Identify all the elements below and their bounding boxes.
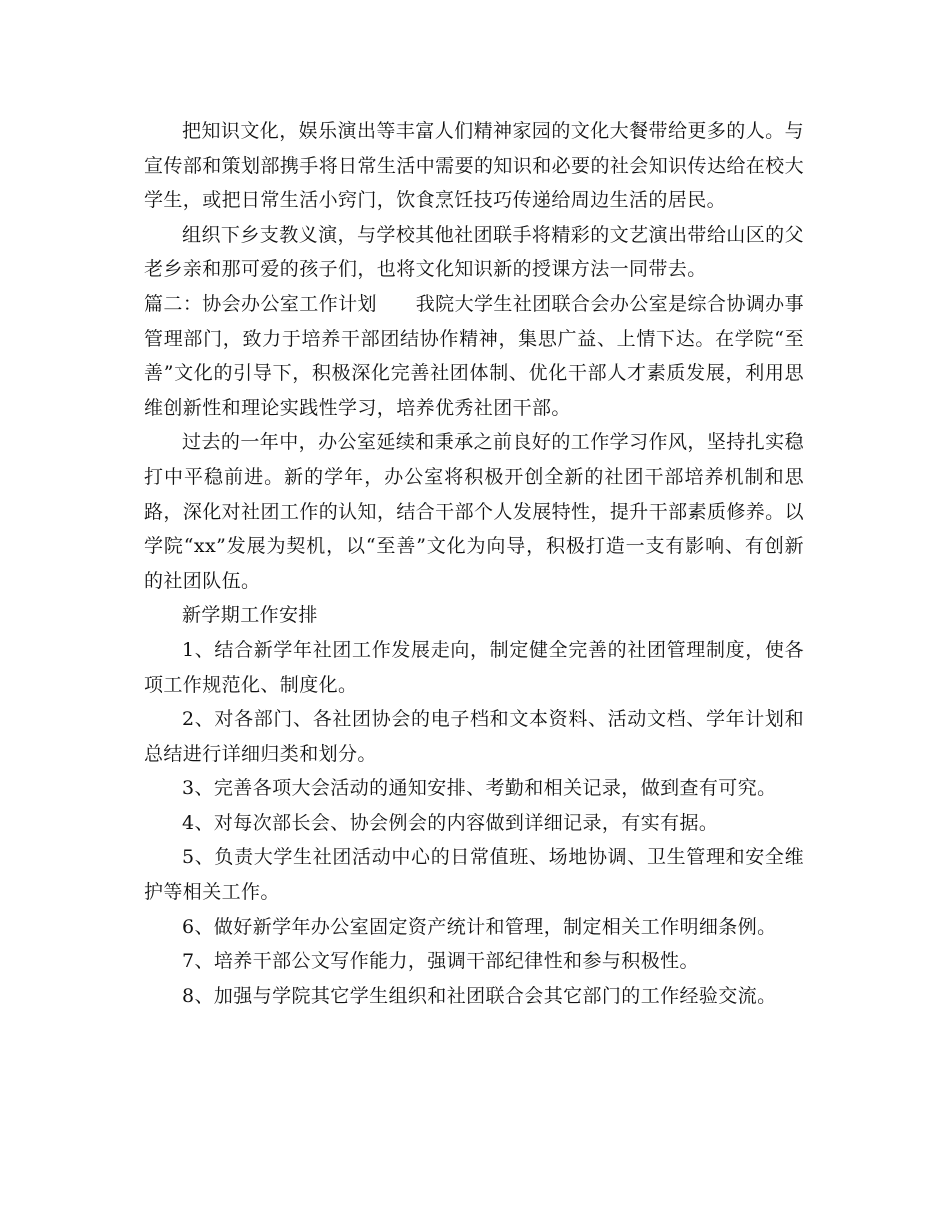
section-two-label: 篇二：协会办公室工作计划 xyxy=(144,292,377,315)
schedule-item-7: 7、培养干部公文写作能力，强调干部纪律性和参与积极性。 xyxy=(182,950,699,973)
schedule-item-4: 4、对每次部长会、协会例会的内容做到详细记录，有实有据。 xyxy=(182,811,719,834)
schedule-item-1: 1、结合新学年社团工作发展走向，制定健全完善的社团管理制度，使各项工作规范化、制度化。 xyxy=(144,638,804,696)
section-two-gap xyxy=(377,293,416,315)
schedule-title: 新学期工作安排 xyxy=(182,604,318,627)
section-two-lead: 我院大学生社团联合会办公室是综合协调办事管理部门，致力于培养干部团结协作精神，集思广益、上情下达。在学院“至善”文化的引导下，积极深化完善社团体制、优化干部人才素质发展，利用思维创新性和理论实践性学习，培养优秀社团干部。 xyxy=(144,292,804,419)
document-body xyxy=(144,114,804,1013)
schedule-item-6: 6、做好新学年办公室固定资产统计和管理，制定相关工作明细条例。 xyxy=(182,915,777,938)
schedule-item-2: 2、对各部门、各社团协会的电子档和文本资料、活动文档、学年计划和总结进行详细归类和划分。 xyxy=(144,708,804,765)
intro-paragraph-1: 把知识文化，娱乐演出等丰富人们精神家园的文化大餐带给更多的人。与宣传部和策划部携手将日常生活中需要的知识和必要的社会知识传达给在校大学生，或把日常生活小窍门，饮食烹饪技巧传递给周边生活的居民。 xyxy=(144,120,804,212)
section-two-paragraph xyxy=(144,287,804,425)
schedule-item-3: 3、完善各项大会活动的通知安排、考勤和相关记录，做到查有可究。 xyxy=(182,777,777,800)
review-paragraph: 过去的一年中，办公室延续和秉承之前良好的工作学习作风，坚持扎实稳打中平稳前进。新的学年，办公室将积极开创全新的社团干部培养机制和思路，深化对社团工作的认知，结合干部个人发展特性，提升干部素质修养。以学院“xx”发展为契机，以“至善”文化为向导，积极打造一支有影响、有创新的社团队伍。 xyxy=(144,431,804,592)
schedule-item-8: 8、加强与学院其它学生组织和社团联合会其它部门的工作经验交流。 xyxy=(182,984,777,1007)
intro-paragraph-2: 组织下乡支教义演，与学校其他社团联手将精彩的文艺演出带给山区的父老乡亲和那可爱的孩子们，也将文化知识新的授课方法一同带去。 xyxy=(144,223,804,281)
schedule-item-5: 5、负责大学生社团活动中心的日常值班、场地协调、卫生管理和安全维护等相关工作。 xyxy=(144,846,804,904)
